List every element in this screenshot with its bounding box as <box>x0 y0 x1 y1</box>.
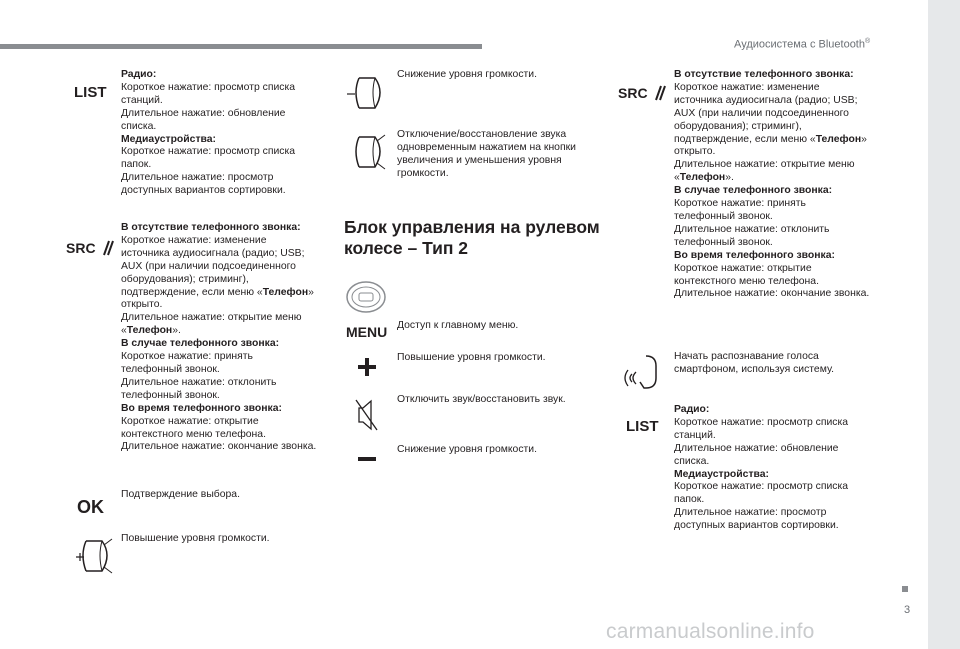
menu-icon: MENU <box>346 324 388 340</box>
voice-recognition-icon <box>624 352 660 392</box>
plus-icon <box>357 357 377 377</box>
volume-up-roller-icon <box>72 535 124 577</box>
header-rule <box>0 44 482 49</box>
mute-description: Отключение/восстановление звука одновременным нажатием на кнопки увеличения и уменьшения уровня громкости. <box>397 129 576 179</box>
src-description: В отсутствие телефонного звонка: Короткое нажатие: изменение источника аудиосигнала (радио; USB; AUX (при наличии подсоединенного оборудования); стриминг), подтверждение, если меню «Телефон» открыто. Длительное нажатие: открытие меню «Телефон». В случае телефонного звонка: Короткое нажатие: принять телефонный звонок. Длительное нажатие: отклонить телефонный звонок. Во время телефонного звонка: Короткое нажатие: открытие контекстного меню телефона. Длительное нажатие: окончание звонка. <box>121 222 317 453</box>
plus-description: Повышение уровня громкости. <box>397 352 546 363</box>
ok-icon: OK <box>77 497 104 517</box>
src-icon: SRC <box>66 239 116 259</box>
minus-icon <box>357 455 377 463</box>
minus-description: Снижение уровня громкости. <box>397 444 537 455</box>
src-icon-right: SRC <box>618 84 668 104</box>
mute2-description: Отключить звук/восстановить звук. <box>397 394 566 405</box>
list-icon-right: LIST <box>626 418 659 435</box>
mute-speaker-icon <box>355 398 379 432</box>
page-number: 3 <box>904 604 911 616</box>
page-marker <box>902 586 908 592</box>
mute-rollers-icon <box>343 131 395 173</box>
page-side-band <box>928 0 960 649</box>
src-description-right: В отсутствие телефонного звонка: Короткое нажатие: изменение источника аудиосигнала (радио; USB; AUX (при наличии подсоединенного оборудования); стриминг), подтверждение, если меню «Телефон» открыто. Длительное нажатие: открытие меню «Телефон». В случае телефонного звонка: Короткое нажатие: принять телефонный звонок. Длительное нажатие: отклонить телефонный звонок. Во время телефонного звонка: Короткое нажатие: открытие контекстного меню телефона. Длительное нажатие: окончание звонка. <box>674 69 870 300</box>
volume-down-roller-icon <box>343 72 395 114</box>
volume-down-description: Снижение уровня громкости. <box>397 69 537 80</box>
list-description: Радио: Короткое нажатие: просмотр списка станций. Длительное нажатие: обновление списка. Медиаустройства: Короткое нажатие: просмотр списка папок. Длительное нажатие: просмотр доступных вариантов сортировки. <box>121 69 296 197</box>
list-description-right: Радио: Короткое нажатие: просмотр списка станций. Длительное нажатие: обновление списка. Медиаустройства: Короткое нажатие: просмотр списка папок. Длительное нажатие: просмотр доступных вариантов сортировки. <box>674 404 849 532</box>
list-icon: LIST <box>74 84 107 101</box>
ok-description: Подтверждение выбора. <box>121 489 240 500</box>
steering-wheel-icon <box>344 280 388 314</box>
page-header-title: Аудиосистема с Bluetooth® <box>734 38 871 51</box>
volume-up-description: Повышение уровня громкости. <box>121 533 270 544</box>
section-title: Блок управления на рулевом колесе – Тип 2 <box>344 217 600 258</box>
menu-description: Доступ к главному меню. <box>397 320 519 331</box>
watermark: carmanualsonline.info <box>606 620 815 643</box>
voice-description: Начать распознавание голоса смартфоном, используя систему. <box>674 351 834 375</box>
